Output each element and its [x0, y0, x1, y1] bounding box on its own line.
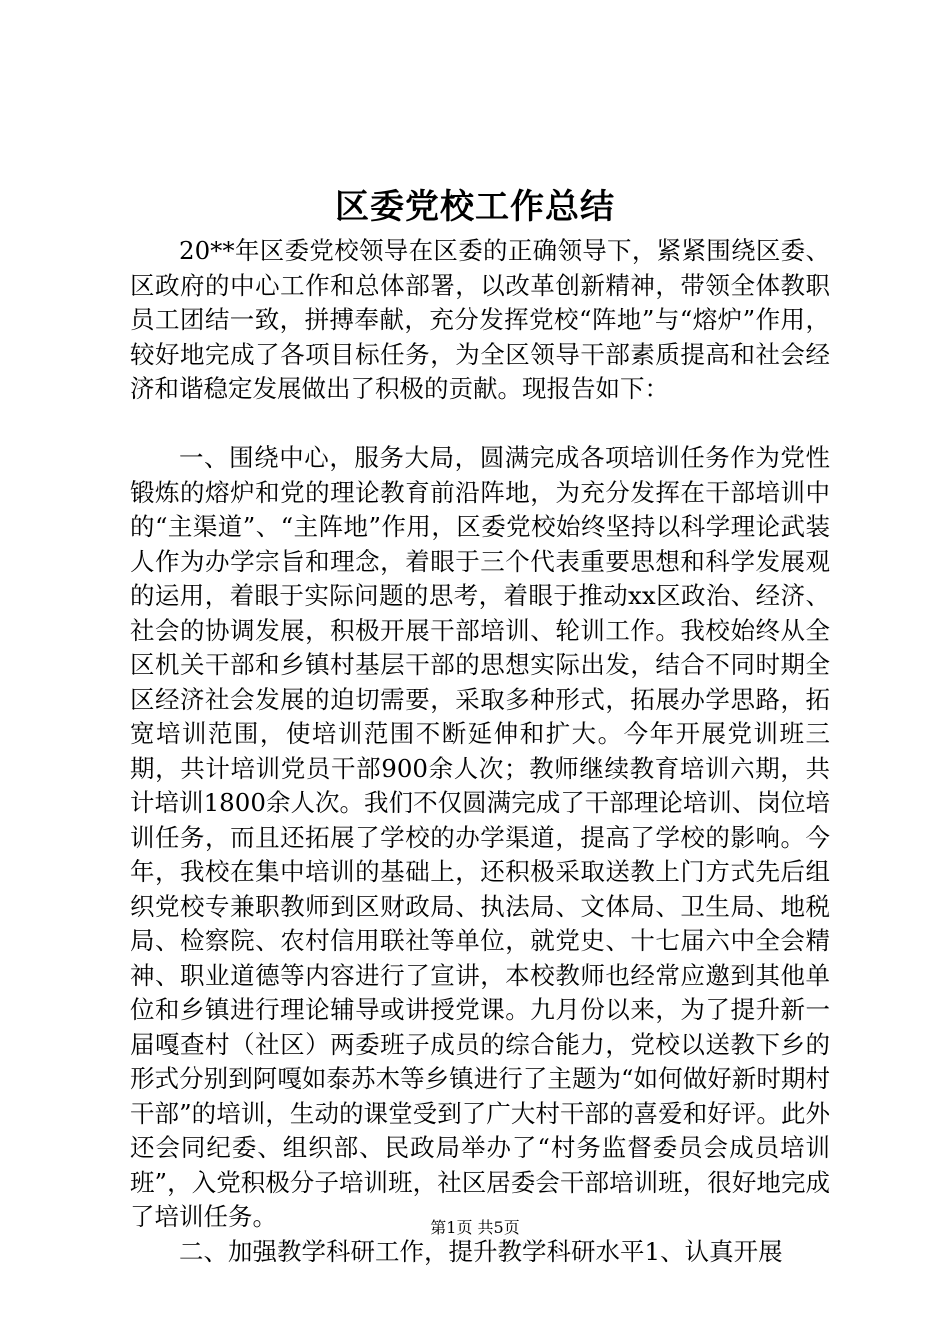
paragraph-section-one: 一、围绕中心，服务大局，圆满完成各项培训任务作为党性锻炼的熔炉和党的理论教育前沿阵地，为充分发挥在干部培训中的“主渠道”、“主阵地”作用，区委党校始终坚持以科学理论武装人作为办学宗旨和理念，着眼于三个代表重要思想和科学发展观的运用，着眼于实际问题的思考，着眼于推动xx区政治、经济、社会的协调发展，积极开展干部培训、轮训工作。我校始终从全区机关干部和乡镇村基层干部的思想实际出发，结合不同时期全区经济社会发展的迫切需要，采取多种形式，拓展办学思路，拓宽培训范围，使培训范围不断延伸和扩大。今年开展党训班三期，共计培训党员干部900余人次；教师继续教育培训六期，共计培训1800余人次。我们不仅圆满完成了干部理论培训、岗位培训任务，而且还拓展了学校的办学渠道，提高了学校的影响。今年，我校在集中培训的基础上，还积极采取送教上门方式先后组织党校专兼职教师到区财政局、执法局、文体局、卫生局、地税局、检察院、农村信用联社等单位，就党史、十七届六中全会精神、职业道德等内容进行了宣讲，本校教师也经常应邀到其他单位和乡镇进行理论辅导或讲授党课。九月份以来，为了提升新一届嘎查村（社区）两委班子成员的综合能力，党校以送教下乡的形式分别到阿嘎如泰苏木等乡镇进行了主题为“如何做好新时期村干部”的培训，生动的课堂受到了广大村干部的喜爱和好评。此外还会同纪委、组织部、民政局举办了“村务监督委员会成员培训班”，入党积极分子培训班，社区居委会干部培训班，很好地完成了培训任务。 [130, 443, 830, 1231]
document-title: 区委党校工作总结 [335, 187, 615, 227]
paragraph-section-two: 二、加强教学科研工作，提升教学科研水平1、认真开展 [179, 1236, 783, 1266]
paragraph-intro: 20**年区委党校领导在区委的正确领导下，紧紧围绕区委、区政府的中心工作和总体部署，以改革创新精神，带领全体教职员工团结一致，拼搏奉献，充分发挥党校“阵地”与“熔炉”作用，较好地完成了各项目标任务，为全区领导干部素质提高和社会经济和谐稳定发展做出了积极的贡献。现报告如下： [130, 236, 830, 403]
document-body [130, 234, 830, 1269]
page-footer: 第1页 共5页 [430, 1218, 520, 1237]
